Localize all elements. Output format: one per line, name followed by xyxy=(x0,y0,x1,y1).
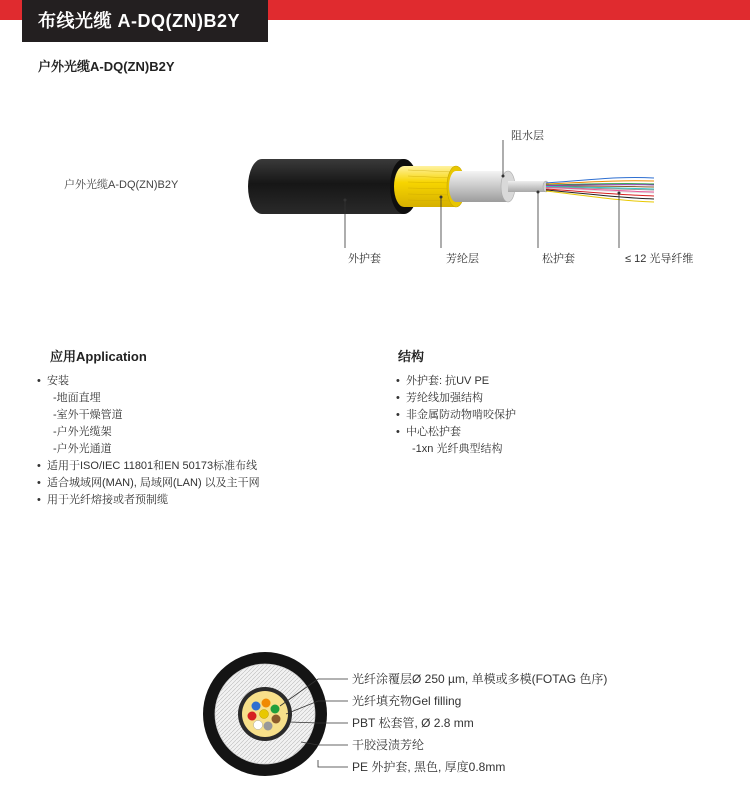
application-item: • 适用于ISO/IEC 11801和EN 50173标准布线 xyxy=(37,458,260,475)
application-item: -室外干燥管道 xyxy=(53,409,123,421)
structure-item: -1xn 光纤典型结构 xyxy=(412,443,503,455)
page-title: 布线光缆 A-DQ(ZN)B2Y xyxy=(22,0,268,42)
callout-outer-sheath: 外护套 xyxy=(348,253,381,265)
callout-aramid: 芳纶层 xyxy=(446,253,479,265)
structure-item: • 芳纶线加强结构 xyxy=(396,390,516,407)
cross-section-legend xyxy=(352,668,607,778)
legend-aramid: 干胶浸渍芳纶 xyxy=(352,738,425,752)
application-item: -户外光通道 xyxy=(53,443,112,455)
application-item: -地面直埋 xyxy=(53,392,101,404)
application-item: • 用于光纤熔接或者预制缆 xyxy=(37,492,260,509)
application-item: • 适合城域网(MAN), 局域网(LAN) 以及主干网 xyxy=(37,475,260,492)
legend-pbt-tube: PBT 松套管, Ø 2.8 mm xyxy=(352,716,474,730)
legend-fiber-coating: 光纤涂覆层Ø 250 µm, 单模或多模(FOTAG 色序) xyxy=(352,672,608,686)
legend-gel-filling: 光纤填充物Gel filling xyxy=(352,694,462,708)
product-subtitle: 户外光缆A-DQ(ZN)B2Y xyxy=(38,59,175,74)
application-title: 应用Application xyxy=(50,349,147,364)
structure-item: • 非金属防动物啃咬保护 xyxy=(396,407,516,424)
structure-item: • 中心松护套 xyxy=(396,424,516,441)
application-item: -户外光缆架 xyxy=(53,426,112,438)
callout-fibers: ≤ 12 光导纤维 xyxy=(625,253,694,265)
callout-loose-tube: 松护套 xyxy=(542,253,575,265)
cable-diagram-label: 户外光缆A-DQ(ZN)B2Y xyxy=(64,179,179,191)
legend-pe-sheath: PE 外护套, 黑色, 厚度0.8mm xyxy=(352,760,506,774)
callout-water-block: 阻水层 xyxy=(511,130,544,142)
structure-item: • 外护套: 抗UV PE xyxy=(396,373,516,390)
structure-title: 结构 xyxy=(398,349,425,364)
application-item: • 安装 xyxy=(37,373,260,390)
